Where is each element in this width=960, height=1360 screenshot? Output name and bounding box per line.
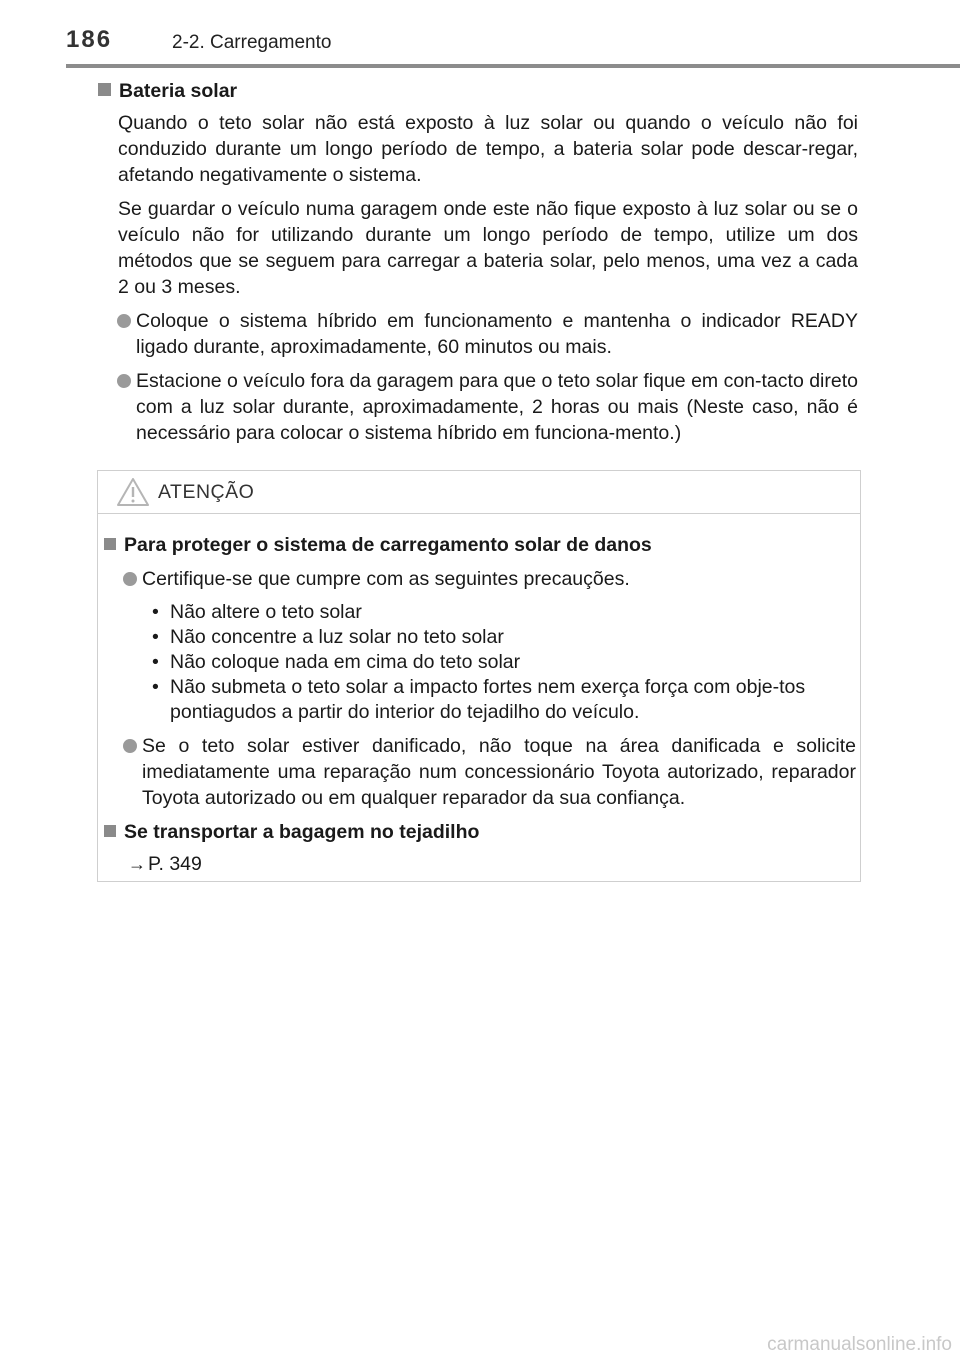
warning-header — [98, 471, 860, 514]
page-reference-text: P. 349 — [148, 853, 202, 875]
list-item — [142, 566, 856, 592]
square-bullet-icon — [104, 538, 116, 550]
section-title: 2-2. Carregamento — [172, 32, 332, 53]
list-item — [136, 308, 858, 360]
bullet-dot-icon: • — [152, 626, 159, 648]
subheading-bateria-solar — [98, 78, 866, 104]
warning-triangle-icon — [116, 477, 150, 507]
list-item — [142, 733, 856, 811]
arrow-right-icon: → — [128, 854, 146, 874]
warning-subheading-text: Para proteger o sistema de carregamento solar de danos — [124, 534, 652, 556]
list-item-text: Coloque o sistema híbrido em funcionamento e mantenha o indicador READY ligado durante, aproximadamente, 60 minutos ou mais. — [136, 310, 858, 358]
bullet-dot-icon: • — [152, 676, 159, 698]
warning-subheading — [104, 532, 860, 558]
list-item-text: Se o teto solar estiver danificado, não toque na área danificada e solicite imediatamente uma reparação num concessionário Toyota autorizado, reparador Toyota autorizado ou em qualquer reparador da sua confiança. — [142, 735, 856, 809]
precaution-item — [152, 650, 858, 675]
precaution-item — [152, 600, 858, 625]
warning-subheading — [104, 819, 860, 845]
warning-box — [97, 470, 861, 882]
precaution-item — [152, 625, 858, 650]
bullet-dot-icon: • — [152, 651, 159, 673]
page-reference-link[interactable] — [128, 851, 860, 877]
precautions-list — [152, 600, 858, 725]
warning-body — [98, 514, 860, 877]
square-bullet-icon — [98, 83, 111, 96]
precaution-text: Não altere o teto solar — [170, 601, 362, 623]
paragraph: Se guardar o veículo numa garagem onde este não fique exposto à luz solar ou se o veículo não for utilizando durante um longo período de tempo, utilize um dos métodos que se seguem para carregar a bateria solar, pelo menos, uma vez a cada 2 ou 3 meses. — [118, 198, 858, 298]
circle-bullet-icon — [123, 572, 137, 586]
precaution-text: Não submeta o teto solar a impacto fortes nem exerça força com obje-tos pontiagudos a partir do interior do tejadilho do veículo. — [170, 676, 806, 723]
paragraph: Quando o teto solar não está exposto à luz solar ou quando o veículo não foi conduzido durante um longo período de tempo, a bateria solar pode descar-regar, afetando negativamente o sistema. — [118, 112, 858, 186]
precaution-text: Não coloque nada em cima do teto solar — [170, 651, 521, 673]
subheading-text: Bateria solar — [119, 80, 238, 102]
warning-subheading-text: Se transportar a bagagem no tejadilho — [124, 821, 480, 843]
bullet-dot-icon: • — [152, 601, 159, 623]
square-bullet-icon — [104, 825, 116, 837]
header-rule — [66, 64, 960, 68]
page-header — [0, 0, 960, 70]
list-item — [136, 368, 858, 446]
warning-title: ATENÇÃO — [158, 481, 255, 503]
precaution-text: Não concentre a luz solar no teto solar — [170, 626, 504, 648]
list-item-text: Estacione o veículo fora da garagem para que o teto solar fique em con-tacto direto com a luz solar durante, aproximadamente, 2 horas ou mais (Neste caso, não é necessário para colocar o sistema híbrido em funciona-mento.) — [136, 370, 858, 444]
circle-bullet-icon — [123, 739, 137, 753]
circle-bullet-icon — [117, 374, 131, 388]
precaution-item — [152, 675, 858, 725]
circle-bullet-icon — [117, 314, 131, 328]
main-content — [96, 78, 866, 446]
list-item-text: Certifique-se que cumpre com as seguintes precauções. — [142, 568, 630, 590]
watermark: carmanualsonline.info — [767, 1334, 952, 1355]
page-number: 186 — [66, 26, 113, 53]
